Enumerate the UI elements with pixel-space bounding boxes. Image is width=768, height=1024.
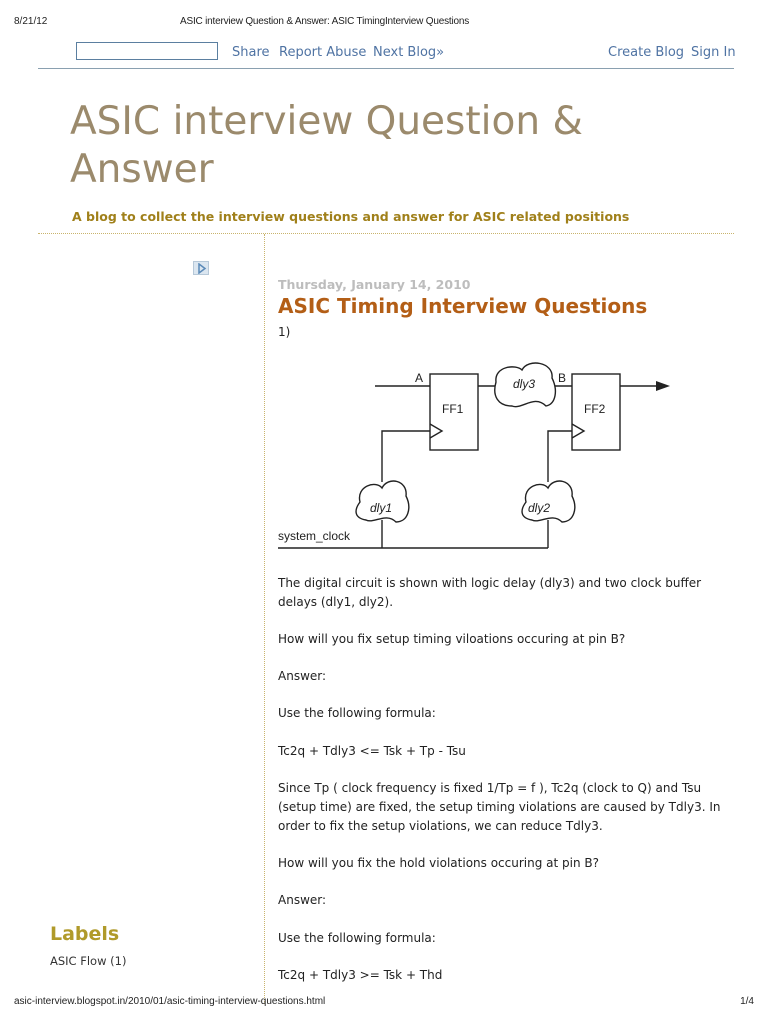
ff2-label: FF2 [584,402,606,416]
next-blog-link[interactable]: Next Blog» [373,45,445,60]
ff1-clock-wire [382,431,430,482]
post-paragraph: How will you fix the hold violations occuring at pin B? [278,856,599,870]
pin-a-label: A [415,371,424,385]
print-header [0,16,768,30]
pin-b-label: B [558,371,567,385]
share-link[interactable]: Share [232,45,270,60]
post-paragraph: The digital circuit is shown with logic delay (dly3) and two clock buffer delays (dly1, dly2). [278,576,702,609]
post-paragraph: Answer: [278,669,327,683]
label-item[interactable] [50,954,126,968]
report-abuse-link[interactable]: Report Abuse [279,45,367,60]
post-paragraph: Since Tp ( clock frequency is fixed 1/Tp = f ), Tc2q (clock to Q) and Tsu (setup time) are fixed, the setup timing violations are caused by Tdly3. In order to fix the setup violations, we can reduce Tdly3. [278,781,721,833]
post-paragraph: How will you fix setup timing viloations occuring at pin B? [278,632,626,646]
header-divider [38,233,734,234]
dly1-label: dly1 [370,501,393,515]
print-page-title: ASIC interview Question & Answer: ASIC TimingInterview Questions [180,16,469,27]
post-paragraph: Use the following formula: [278,931,436,945]
dly3-label: dly3 [513,377,536,391]
blogger-navbar [38,40,734,69]
adchoices-icon[interactable] [193,261,209,275]
system-clock-label: system_clock [278,529,351,543]
dly2-label: dly2 [528,501,551,515]
blog-title[interactable]: ASIC interview Question & Answer [70,99,583,192]
post-date: Thursday, January 14, 2010 [278,277,471,292]
output-arrow-icon [656,381,670,391]
timing-circuit-diagram [270,352,680,557]
post-paragraph: Answer: [278,893,327,907]
print-page-number: 1/4 [740,996,754,1007]
post-paragraph: Tc2q + Tdly3 >= Tsk + Thd [278,968,443,982]
ff1-label: FF1 [442,402,464,416]
sidebar-divider [264,234,265,1004]
label-name[interactable]: ASIC Flow [50,954,107,968]
ff2-clock-wire [548,431,572,482]
post-title[interactable]: ASIC Timing Interview Questions [278,294,648,318]
label-count: (1) [110,954,127,968]
post-paragraph: Tc2q + Tdly3 <= Tsk + Tp - Tsu [278,744,466,758]
question-number: 1) [278,325,291,339]
post-paragraph: Use the following formula: [278,706,436,720]
sign-in-link[interactable]: Sign In [691,45,736,60]
print-date: 8/21/12 [14,16,48,27]
labels-heading: Labels [50,923,120,945]
blog-description: A blog to collect the interview questions and answer for ASIC related positions [72,209,630,224]
print-url: asic-interview.blogspot.in/2010/01/asic-timing-interview-questions.html [14,996,326,1007]
create-blog-link[interactable]: Create Blog [608,45,685,60]
search-input[interactable] [76,42,218,60]
